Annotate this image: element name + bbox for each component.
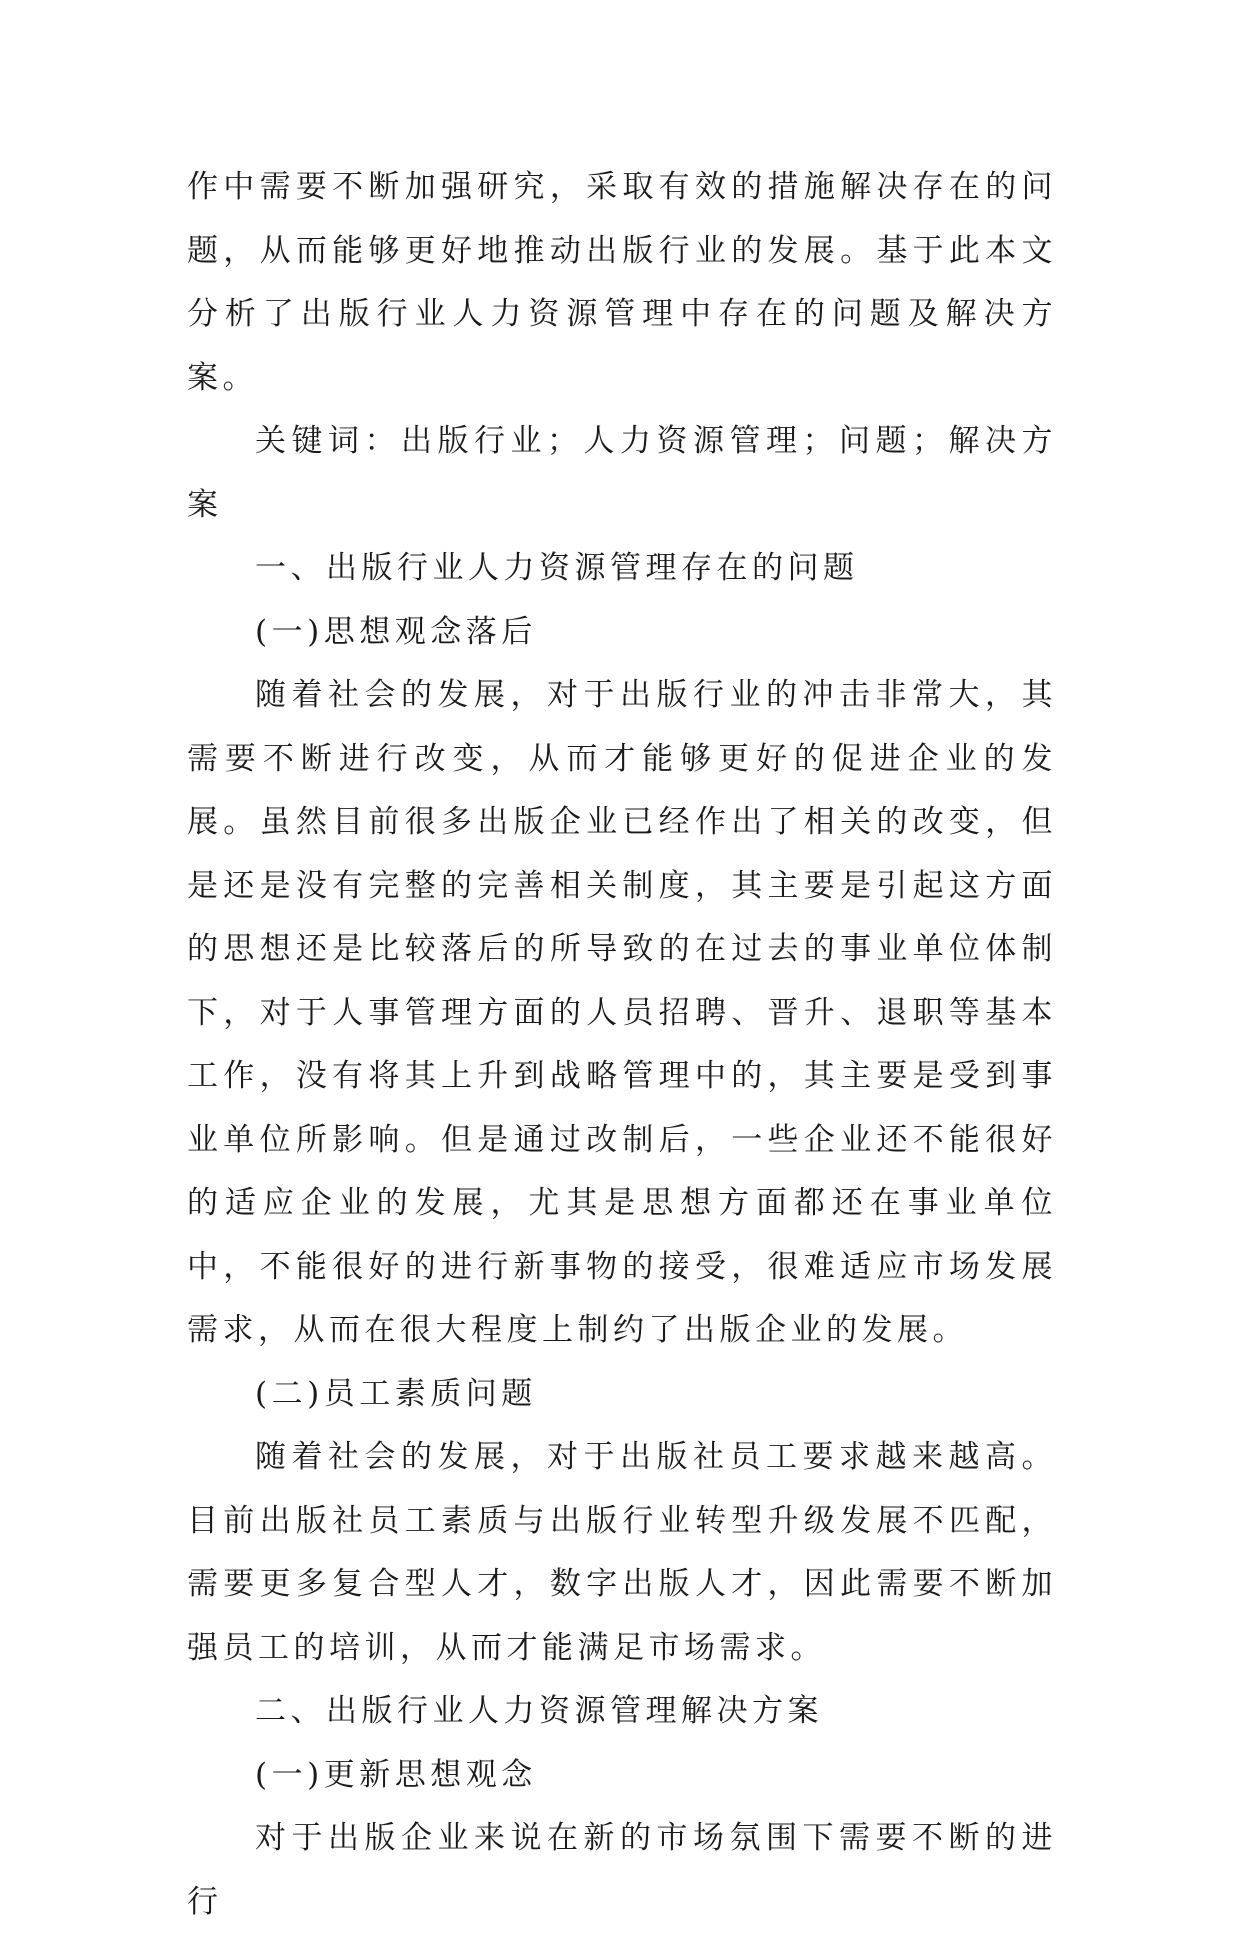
section-heading-problems: 一、出版行业人力资源管理存在的问题 bbox=[255, 550, 859, 586]
keywords-line: 关键词：出版行业；人力资源管理；问题；解决方案 bbox=[187, 423, 1057, 523]
paragraph-staff-quality: 随着社会的发展，对于出版社员工要求越来越高。目前出版社员工素质与出版行业转型升级发展不匹配，需要更多复合型人才，数字出版人才，因此需要不断加强员工的培训，从而才能满足市场需求。 bbox=[187, 1439, 1057, 1666]
subsection-heading-update-ideas: (一)更新思想观念 bbox=[255, 1756, 537, 1793]
section-heading-solutions: 二、出版行业人力资源管理解决方案 bbox=[255, 1693, 823, 1729]
subsection-heading-staff-quality: (二)员工素质问题 bbox=[255, 1375, 537, 1412]
paragraph-update-ideas: 对于出版企业来说在新的市场氛围下需要不断的进行 bbox=[187, 1820, 1057, 1920]
paragraph-intro-continued: 作中需要不断加强研究，采取有效的措施解决存在的问题，从而能够更好地推动出版行业的发展。基于此本文分析了出版行业人力资源管理中存在的问题及解决方案。 bbox=[187, 169, 1057, 396]
document-body bbox=[187, 156, 1057, 1934]
paragraph-outdated-ideas: 随着社会的发展，对于出版行业的冲击非常大，其需要不断进行改变，从而才能够更好的促进企业的发展。虽然目前很多出版企业已经作出了相关的改变，但是还是没有完整的完善相关制度，其主要是引起这方面的思想还是比较落后的所导致的在过去的事业单位体制下，对于人事管理方面的人员招聘、晋升、退职等基本工作，没有将其上升到战略管理中的，其主要是受到事业单位所影响。但是通过改制后，一些企业还不能很好的适应企业的发展，尤其是思想方面都还在事业单位中，不能很好的进行新事物的接受，很难适应市场发展需求，从而在很大程度上制约了出版企业的发展。 bbox=[187, 677, 1057, 1348]
subsection-heading-outdated-ideas: (一)思想观念落后 bbox=[255, 613, 537, 650]
